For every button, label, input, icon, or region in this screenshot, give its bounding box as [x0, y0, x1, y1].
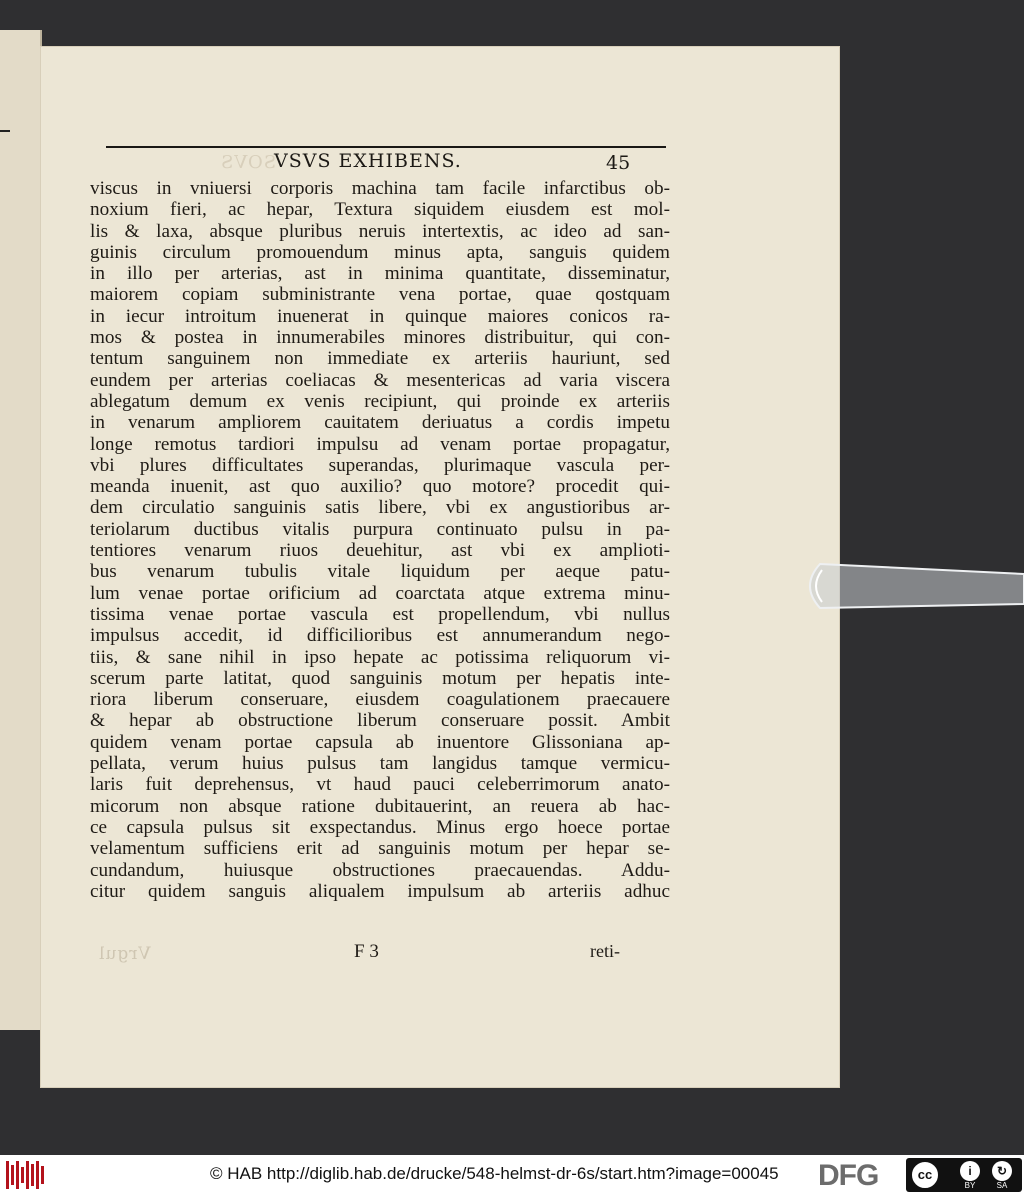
- text-line: tentum sanguinem non immediate ex arteriis hauriunt, sed: [90, 348, 670, 370]
- text-line: dem circulatio sanguinis satis libere, vbi ex angustioribus ar-: [90, 497, 670, 519]
- page-footer: [40, 941, 840, 965]
- signature-mark: F 3: [354, 941, 379, 962]
- text-line: in venarum ampliorem cauitatem deriuatus a cordis impetu: [90, 412, 670, 434]
- footer-bar: [0, 1155, 1024, 1195]
- text-line: viscus in vniuersi corporis machina tam facile infarctibus ob-: [90, 178, 670, 199]
- by-label: BY: [964, 1181, 976, 1190]
- text-line: guinis circulum promouendum minus apta, sanguis quidem: [90, 241, 670, 263]
- facing-page-edge: [0, 30, 42, 1030]
- text-line: noxium fieri, ac hepar, Textura siquidem eiusdem est mol-: [90, 199, 670, 221]
- body-text: [90, 178, 670, 902]
- text-line: lum venae portae orificium ad coarctata atque extrema minu-: [90, 582, 670, 604]
- sa-icon: ↻: [992, 1161, 1012, 1181]
- text-line: riora liberum conseruare, eiusdem coagulationem praecauere: [90, 689, 670, 711]
- text-line: cundandum, huiusque obstructiones praecauendas. Addu-: [90, 859, 670, 881]
- text-line: ce capsula pulsus sit exspectandus. Minus ergo hoece portae: [90, 816, 670, 838]
- text-line: scerum parte latitat, quod sanguinis motum per hepatis inte-: [90, 667, 670, 689]
- sa-label: SA: [996, 1181, 1008, 1190]
- text-line: meanda inuenit, ast quo auxilio? quo motore? procedit qui-: [90, 476, 670, 498]
- text-line: & hepar ab obstructione liberum conseruare possit. Ambit: [90, 710, 670, 732]
- text-line: micorum non absque ratione dubitauerint, an reuera ab hac-: [90, 795, 670, 817]
- cc-icon: cc: [910, 1160, 940, 1190]
- show-through-text: Vrgul: [98, 944, 151, 964]
- dfg-logo[interactable]: DFG: [818, 1159, 879, 1192]
- text-line: tentiores venarum riuos deuehitur, ast vbi ex amplioti-: [90, 540, 670, 562]
- text-line: lis & laxa, absque pluribus neruis intertextis, ac ideo ad san-: [90, 220, 670, 242]
- text-line: impulsus accedit, id difficilioribus est annumerandum nego-: [90, 625, 670, 647]
- text-line: maiorem copiam subministrante vena portae, quae qostquam: [90, 284, 670, 306]
- text-line: pellata, verum huius pulsus tam langidus tamque vermicu-: [90, 753, 670, 775]
- text-line: longe remotus tardiori impulsu ad venam portae propagatur,: [90, 433, 670, 455]
- text-line: tiis, & sane nihil in ipso hepate ac potissima reliquorum vi-: [90, 646, 670, 668]
- by-icon: i: [960, 1161, 980, 1181]
- text-line: ablegatum demum ex venis recipiunt, qui proinde ex arteriis: [90, 390, 670, 412]
- text-line: velamentum sufficiens erit ad sanguinis motum per hepar se-: [90, 838, 670, 860]
- book-page: [40, 46, 840, 1088]
- text-line: mos & postea in innumerabiles minores distribuitur, qui con-: [90, 327, 670, 349]
- running-head: VSVS EXHIBENS.: [274, 150, 462, 172]
- text-line: teriolarum ductibus vitalis purpura continuato pulsu in pa-: [90, 518, 670, 540]
- text-line: quidem venam portae capsula ab inuentore Glissoniana ap-: [90, 731, 670, 753]
- text-line: vbi plures difficultates superandas, plurimaque vascula per-: [90, 454, 670, 476]
- text-line: bus venarum tubulis vitale liquidum per aeque patu-: [90, 561, 670, 583]
- text-line: citur quidem sanguis aliqualem impulsum ab arteriis adhuc: [90, 880, 670, 902]
- copyright-link[interactable]: © HAB http://diglib.hab.de/drucke/548-helmst-dr-6s/start.htm?image=00045: [210, 1164, 779, 1183]
- header-rule: [106, 146, 666, 148]
- page-number: 45: [606, 152, 631, 174]
- catchword: reti-: [590, 941, 620, 961]
- text-line: in iecur introitum inuenerat in quinque maiores conicos ra-: [90, 305, 670, 327]
- text-line: eundem per arterias coeliacas & mesentericas ad varia viscera: [90, 369, 670, 391]
- text-line: in illo per arterias, ast in minima quantitate, disseminatur,: [90, 263, 670, 285]
- page-holder-clip: [800, 558, 1024, 614]
- cc-license-badge[interactable]: [906, 1158, 1022, 1192]
- text-line: laris fuit deprehensus, vt haud pauci celeberrimorum anato-: [90, 774, 670, 796]
- text-line: tissima venae portae vascula est propellendum, vbi nullus: [90, 603, 670, 625]
- hab-logo-icon: [6, 1161, 46, 1189]
- show-through-head: SOVS: [220, 152, 277, 173]
